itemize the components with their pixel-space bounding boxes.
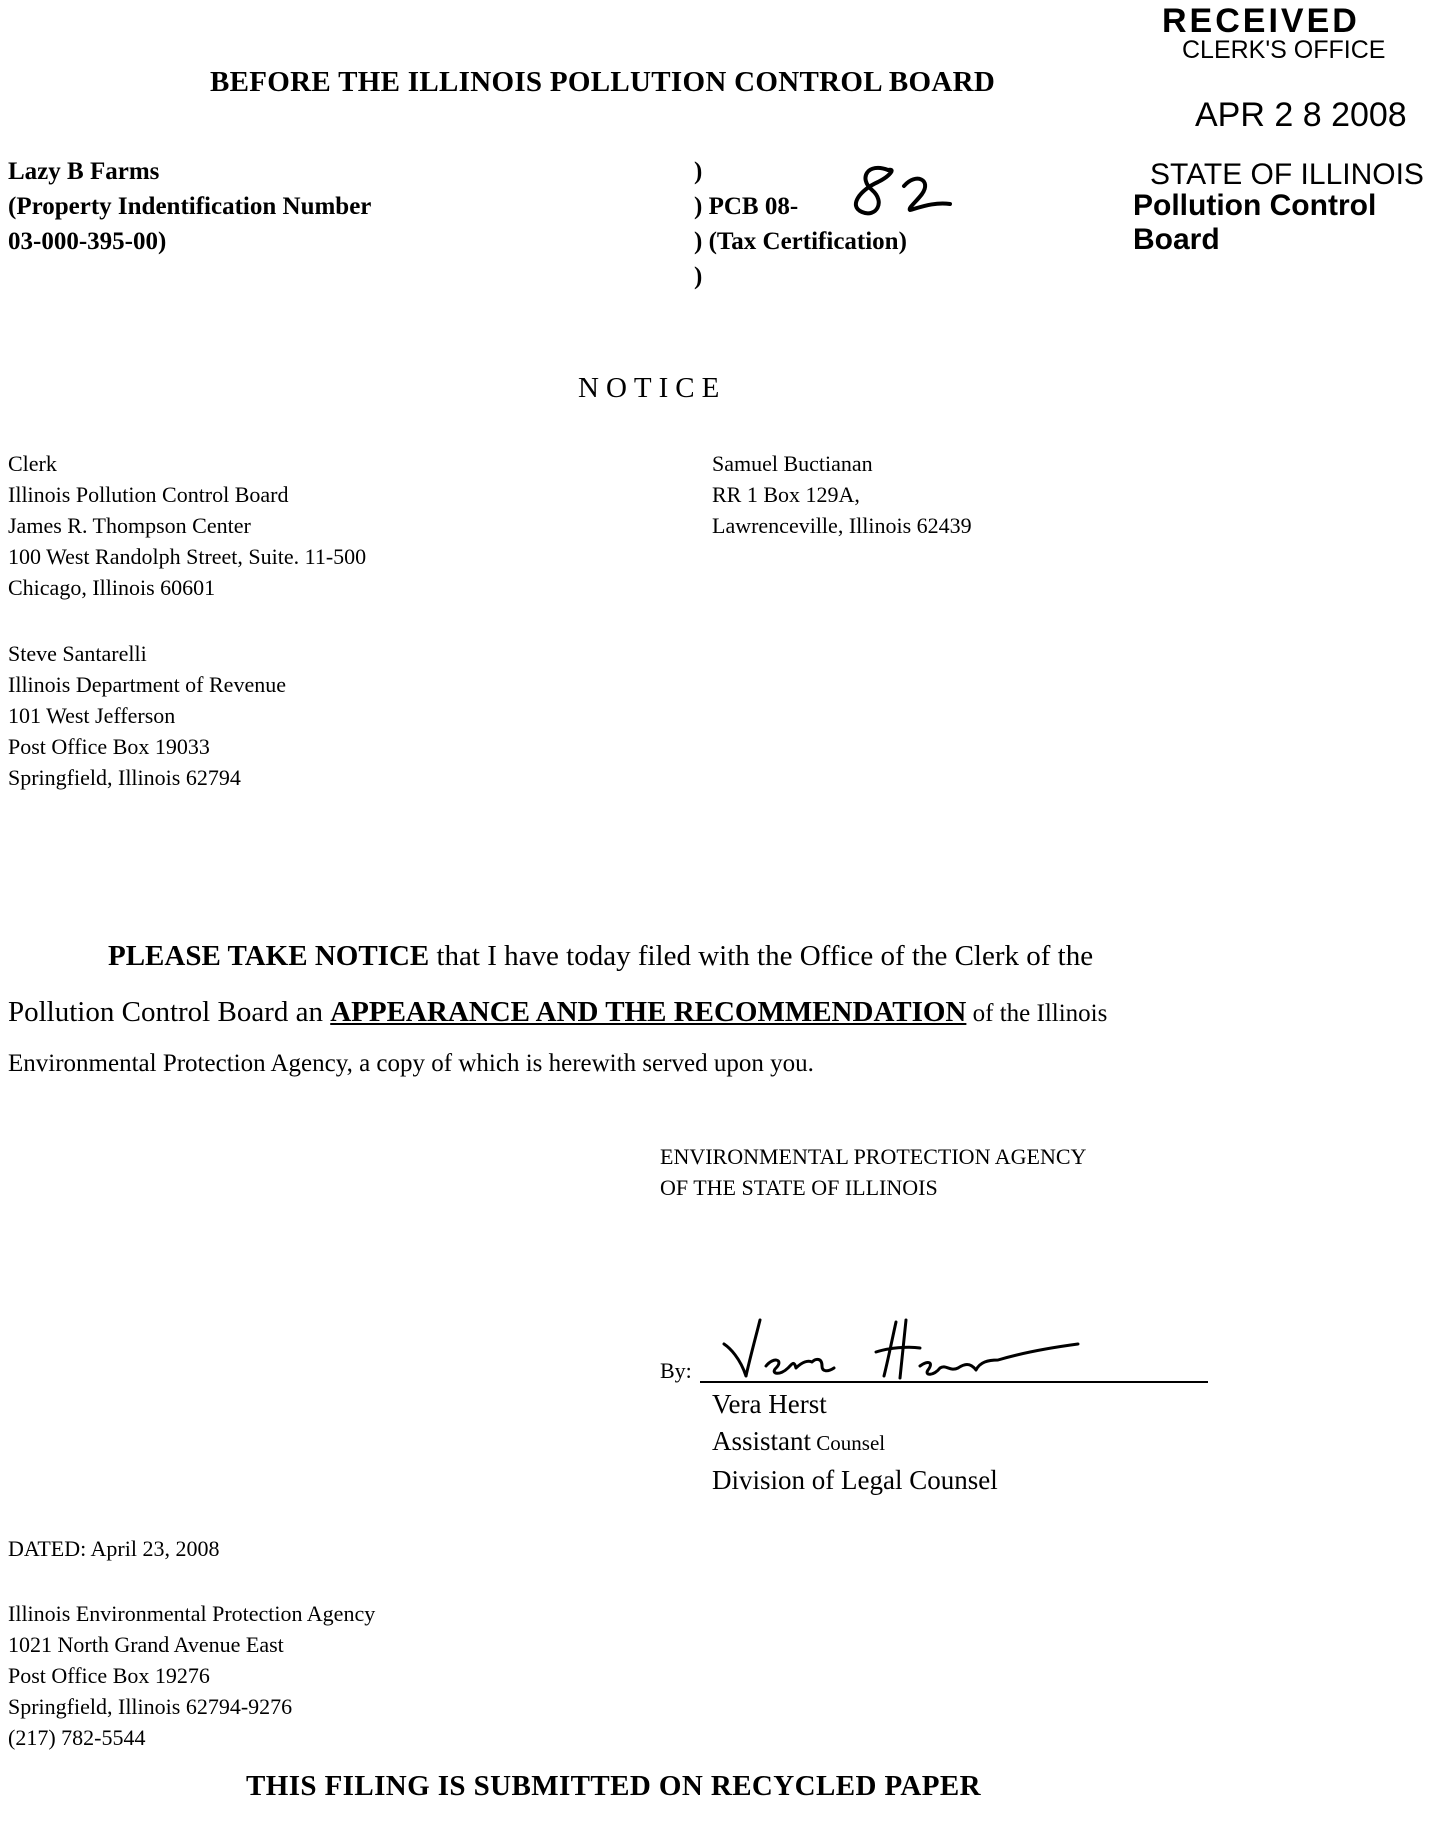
notice-body: [8, 932, 1428, 1084]
stamp-state: STATE OF ILLINOIS: [1150, 158, 1424, 191]
notice-body-text: Pollution Control Board an: [8, 996, 331, 1028]
notice-body-line-3: Environmental Protection Agency, a copy of which is herewith served upon you.: [8, 1050, 814, 1077]
signer-division: Division of Legal Counsel: [712, 1465, 998, 1495]
dated-line: DATED: April 23, 2008: [8, 1536, 220, 1561]
notice-body-line-1: [8, 932, 1428, 988]
address-line: Illinois Department of Revenue: [8, 672, 286, 697]
please-take-notice: PLEASE TAKE NOTICE: [108, 940, 430, 972]
signer-title: [712, 1423, 998, 1462]
recipient-samuel-address: [712, 448, 972, 541]
handwritten-case-number-82: [856, 168, 950, 213]
agency-line: ENVIRONMENTAL PROTECTION AGENCY: [660, 1144, 1087, 1169]
address-line: Samuel Buctianan: [712, 451, 873, 476]
signer-name: Vera Herst: [712, 1389, 827, 1419]
caption-line: ): [694, 263, 703, 290]
address-line: Springfield, Illinois 62794-9276: [8, 1694, 293, 1719]
filed-document-title: APPEARANCE AND THE RECOMMENDATION: [330, 996, 967, 1028]
caption-line: (Property Indentification Number: [8, 193, 372, 220]
address-line: James R. Thompson Center: [8, 513, 251, 538]
caption-line: ) (Tax Certification): [694, 228, 907, 255]
by-label: By:: [660, 1358, 692, 1383]
address-line: Post Office Box 19033: [8, 734, 210, 759]
stamp-clerks-office: CLERK'S OFFICE: [1182, 36, 1386, 64]
notice-body-text: that I have today filed with the Office of the Clerk of the: [429, 940, 1094, 972]
address-line: Illinois Pollution Control Board: [8, 482, 289, 507]
signer-block: [712, 1386, 998, 1499]
handwritten-signature: [708, 1314, 1088, 1384]
address-line: Illinois Environmental Protection Agency: [8, 1601, 376, 1626]
stamp-board: Pollution Control Board: [1133, 189, 1377, 256]
stamp-received: RECEIVED: [1162, 2, 1360, 40]
handwritten-case-number: [846, 160, 966, 230]
address-line: 100 West Randolph Street, Suite. 11-500: [8, 544, 367, 569]
address-line: Post Office Box 19276: [8, 1663, 210, 1688]
address-line: Steve Santarelli: [8, 641, 147, 666]
address-line: Chicago, Illinois 60601: [8, 575, 216, 600]
recipient-clerk-address: [8, 448, 366, 603]
notice-heading: NOTICE: [578, 372, 727, 404]
stamp-date: APR 2 8 2008: [1195, 96, 1407, 134]
recycled-paper-footer: THIS FILING IS SUBMITTED ON RECYCLED PAPER: [246, 1770, 981, 1802]
agency-line: OF THE STATE OF ILLINOIS: [660, 1175, 938, 1200]
board-title: BEFORE THE ILLINOIS POLLUTION CONTROL BOARD: [210, 66, 996, 98]
agency-block: [660, 1141, 1086, 1203]
caption-line: ) PCB 08-: [694, 193, 799, 220]
notice-body-text: of the Illinois: [966, 1000, 1108, 1027]
case-caption-parties: [8, 154, 371, 259]
recipient-steve-address: [8, 638, 286, 793]
iepa-address: [8, 1598, 375, 1753]
address-line: (217) 782-5544: [8, 1725, 146, 1750]
notice-body-line-2: [8, 988, 1428, 1044]
caption-line: ): [694, 158, 703, 185]
address-line: Clerk: [8, 451, 57, 476]
address-line: 101 West Jefferson: [8, 703, 176, 728]
signature-vera-herst: [724, 1320, 1078, 1378]
signer-title-rest: Counsel: [811, 1431, 886, 1455]
address-line: RR 1 Box 129A,: [712, 482, 860, 507]
caption-line: 03-000-395-00): [8, 228, 167, 255]
address-line: Springfield, Illinois 62794: [8, 765, 241, 790]
address-line: 1021 North Grand Avenue East: [8, 1632, 284, 1657]
address-line: Lawrenceville, Illinois 62439: [712, 513, 972, 538]
signer-title-word: Assistant: [712, 1426, 812, 1456]
caption-line: Lazy B Farms: [8, 158, 160, 185]
